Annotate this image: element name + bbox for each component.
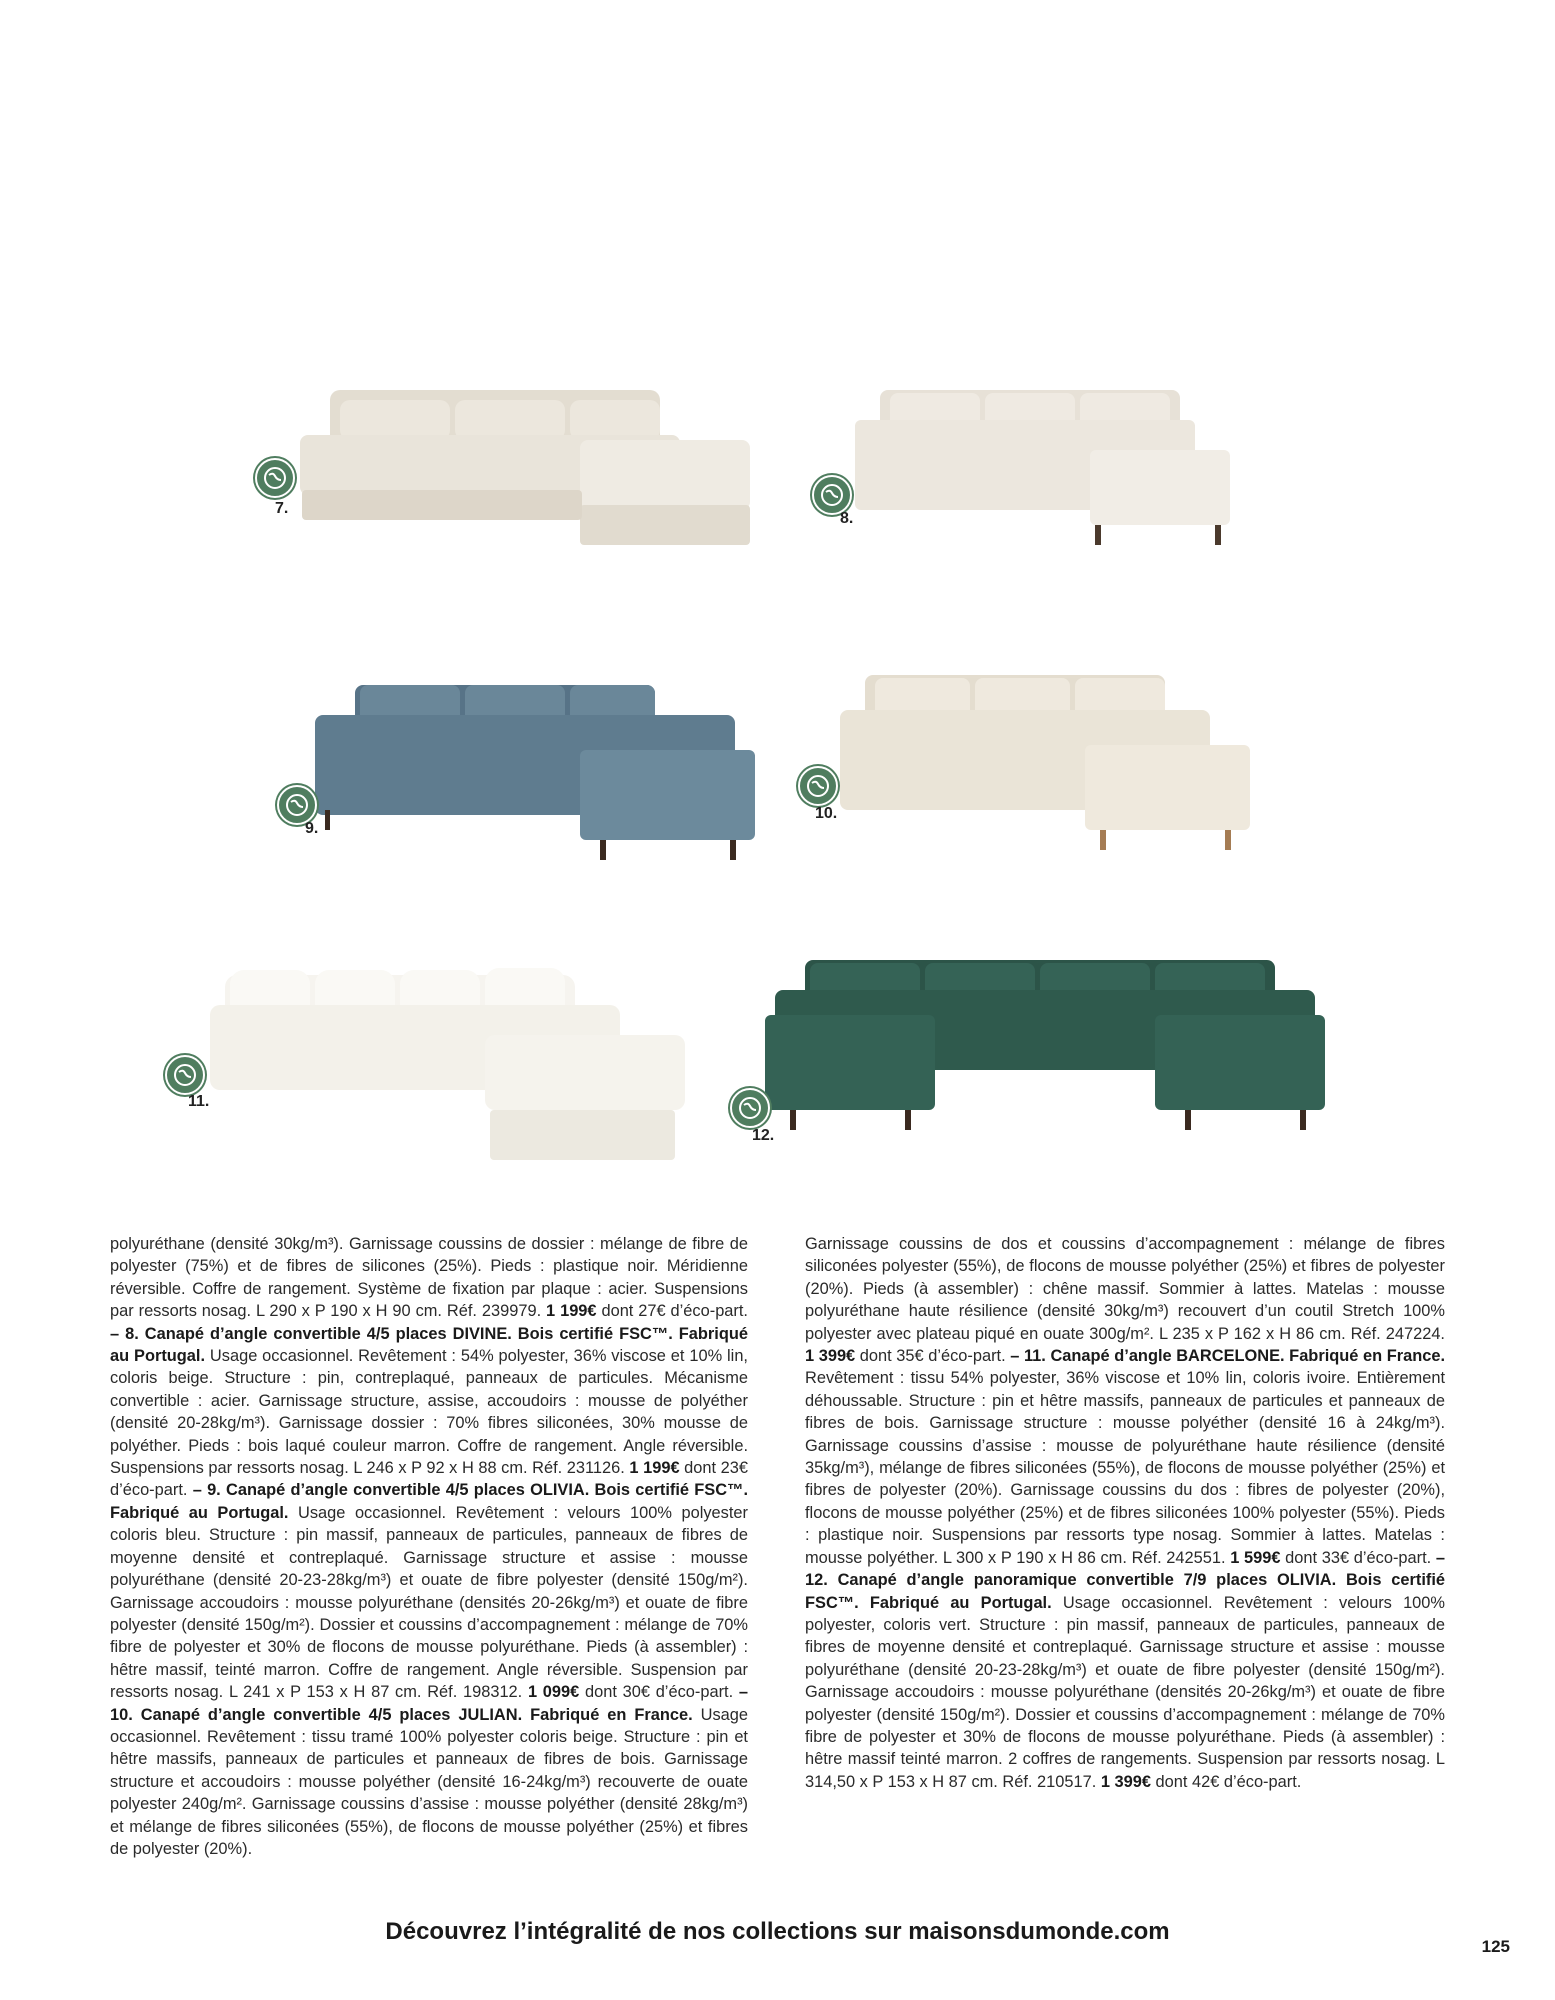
eco-globe-icon [806,774,830,798]
eco-globe-icon [173,1063,197,1087]
price: 1 399€ [1100,1772,1151,1791]
product-heading-11: – 11. Canapé d’angle BARCELONE. Fabriqué en France. [1010,1347,1446,1366]
product-11 [205,960,695,1170]
price: 1 399€ [805,1347,856,1366]
price: 1 099€ [527,1683,580,1702]
text-segment: Garnissage coussins de dos et coussins d’accompagnement : mélange de fibres siliconées polyester (55%), de flocons de mousse polyéther (25%) et fibres de polyester (20%). Pieds (à assembler) : chêne massif. Sommier à lattes. Matelas : mousse polyuréthane haute résilience (densité 30kg/m³) recouvert d’un coutil Stretch 100% polyester avec plateau piqué en ouate 300g/m². L 235 x P 162 x H 86 cm. Réf. 247224. [805,1235,1445,1343]
product-heading-9: – 9. Canapé d’angle convertible 4/5 places OLIVIA. Bois certifié FSC™. Fabriqué au Portugal. [110,1481,748,1522]
text-segment: dont 27€ d’éco-part. [596,1302,748,1321]
product-number-10: 10. [815,805,838,822]
text-segment: Usage occasionnel. Revêtement : velours 100% polyester coloris bleu. Structure : pin massif, panneaux de particules, panneaux de fibres de moyenne densité et contreplaqué. Garnissage structure et assise : mousse polyuréthane (densité 20-23-28kg/m³) et ouate de fibre polyester (densité 150g/m²). Garnissage accoudoirs : mousse polyuréthane (densités 20-26kg/m³) et ouate de fibre polyester (densité 150g/m²). Dossier et coussins d’accompagnement : mélange de 70% fibre de polyester et 30% de flocons de mousse polyuréthane. Pieds (à assembler) : hêtre massif, teinté marron. Coffre de rangement. Angle réversible. Suspension par ressorts nosag. L 241 x P 153 x H 87 cm. Réf. 198312. [110,1503,748,1702]
sofa-10-image [835,670,1255,870]
product-number-7: 7. [275,500,289,517]
product-8 [840,385,1240,565]
description-column-left [110,1233,748,1860]
price: 1 599€ [1230,1548,1281,1567]
eco-badge-11 [165,1055,205,1095]
text-segment: dont 35€ d’éco-part. [855,1347,1011,1366]
price: 1 199€ [546,1302,597,1321]
product-number-9: 9. [305,820,319,837]
eco-badge-10 [798,766,838,806]
product-10 [835,670,1255,870]
footer-tagline: Découvrez l’intégralité de nos collections sur maisonsdumonde.com [385,1918,1170,1945]
eco-globe-icon [738,1096,762,1120]
text-segment: Usage occasionnel. Revêtement : 54% polyester, 36% viscose et 10% lin, coloris beige. Structure : pin, contreplaqué, panneaux de particules. Mécanisme convertible : acier. Garnissage structure, assise, accoudoirs : mousse de polyéther (densité 20-28kg/m³). Garnissage dossier : 70% fibres siliconées, 30% mousse de polyéther. Pieds : bois laqué couleur marron. Coffre de rangement. Angle réversible. Suspensions par ressorts nosag. L 246 x P 92 x H 88 cm. Réf. 231126. [110,1347,748,1478]
text-segment: dont 42€ d’éco-part. [1150,1772,1302,1791]
product-7 [280,380,760,560]
eco-globe-icon [263,466,287,490]
product-number-11: 11. [188,1093,210,1110]
product-number-8: 8. [840,510,854,527]
description-column-right [805,1233,1445,1793]
text-segment: dont 30€ d’éco-part. [579,1683,739,1702]
eco-globe-icon [820,483,844,507]
price: 1 199€ [629,1459,680,1478]
product-number-12: 12. [752,1127,775,1144]
sofa-9-image [310,680,760,880]
text-segment: polyuréthane (densité 30kg/m³). Garnissage coussins de dossier : mélange de fibre de polyester (75%) et de fibres de silicones (25%). Pieds : plastique noir. Méridienne réversible. Coffre de rangement. Système de fixation par plaque : acier. Suspensions par ressorts nosag. L 290 x P 190 x H 90 cm. Réf. 239979. [110,1235,748,1321]
eco-badge-7 [255,458,295,498]
page-number: 125 [1481,1937,1510,1956]
eco-badge-12 [730,1088,770,1128]
product-heading-10: – 10. Canapé d’angle convertible 4/5 places JULIAN. Fabriqué en France. [110,1683,748,1724]
text-segment: Revêtement : tissu 54% polyester, 36% viscose et 10% lin, coloris ivoire. Entièrement déhoussable. Structure : pin et hêtre massifs, panneaux de particules et panneaux de fibres de bois. Garnissage structure : mousse polyéther (densité 16 à 24kg/m³). Garnissage coussins d’assise : mousse de polyuréthane haute résilience (densité 35kg/m³), mélange de fibres siliconées (55%), de flocons de mousse polyéther (25%) et fibres de polyester (20%). Garnissage coussins du dos : fibres de polyester (20%), flocons de mousse polyéther (25%) et de fibres siliconées 100% polyester (55%). Pieds : plastique noir. Suspensions par ressorts type nosag. Sommier à lattes. Matelas : mousse polyéther. L 300 x P 190 x H 86 cm. Réf. 242551. [805,1369,1445,1567]
text-segment: dont 33€ d’éco-part. [1280,1548,1436,1567]
product-heading-12: – 12. Canapé d’angle panoramique convertible 7/9 places OLIVIA. Bois certifié FSC™. Fabriqué au Portugal. [805,1548,1446,1612]
eco-badge-9 [277,785,317,825]
text-segment: dont 23€ d’éco-part. [110,1459,749,1500]
eco-badge-8 [812,475,852,515]
sofa-12-image [765,955,1330,1140]
product-heading-8: – 8. Canapé d’angle convertible 4/5 places DIVINE. Bois certifié FSC™. Fabriqué au Portugal. [110,1324,748,1366]
product-9 [310,680,760,880]
sofa-7-image [280,380,760,560]
sofa-11-image [205,960,695,1170]
text-segment: Usage occasionnel. Revêtement : tissu tramé 100% polyester coloris beige. Structure : pin et hêtre massifs, panneaux de particules et panneaux de fibres de bois. Garnissage structure et accoudoirs : mousse polyéther (densité 16-24kg/m³) recouverte de ouate polyester 240g/m². Garnissage coussins d’assise : mousse polyéther (densité 28kg/m³) et mélange de fibres siliconées (55%), de flocons de mousse polyéther (25%) et fibres de polyester (20%). [110,1705,748,1858]
text-segment: Usage occasionnel. Revêtement : velours 100% polyester, coloris vert. Structure : pin massif, panneaux de particules, panneaux de fibres de moyenne densité et contreplaqué. Garnissage structure et assise : mousse polyuréthane (densité 20-23-28kg/m³) et ouate de fibre polyester (densité 150g/m²). Garnissage accoudoirs : mousse polyuréthane (densités 20-26kg/m³) et ouate de fibre polyester (densité 150g/m²). Dossier et coussins d’accompagnement : mélange de 70% fibre de polyester et 30% de flocons de mousse polyuréthane. Pieds (à assembler) : hêtre massif teinté marron. 2 coffres de rangements. Suspension par ressorts nosag. L 314,50 x P 153 x H 87 cm. Réf. 210517. [805,1593,1445,1791]
sofa-8-image [840,385,1240,565]
product-12 [765,955,1330,1140]
eco-globe-icon [285,793,309,817]
